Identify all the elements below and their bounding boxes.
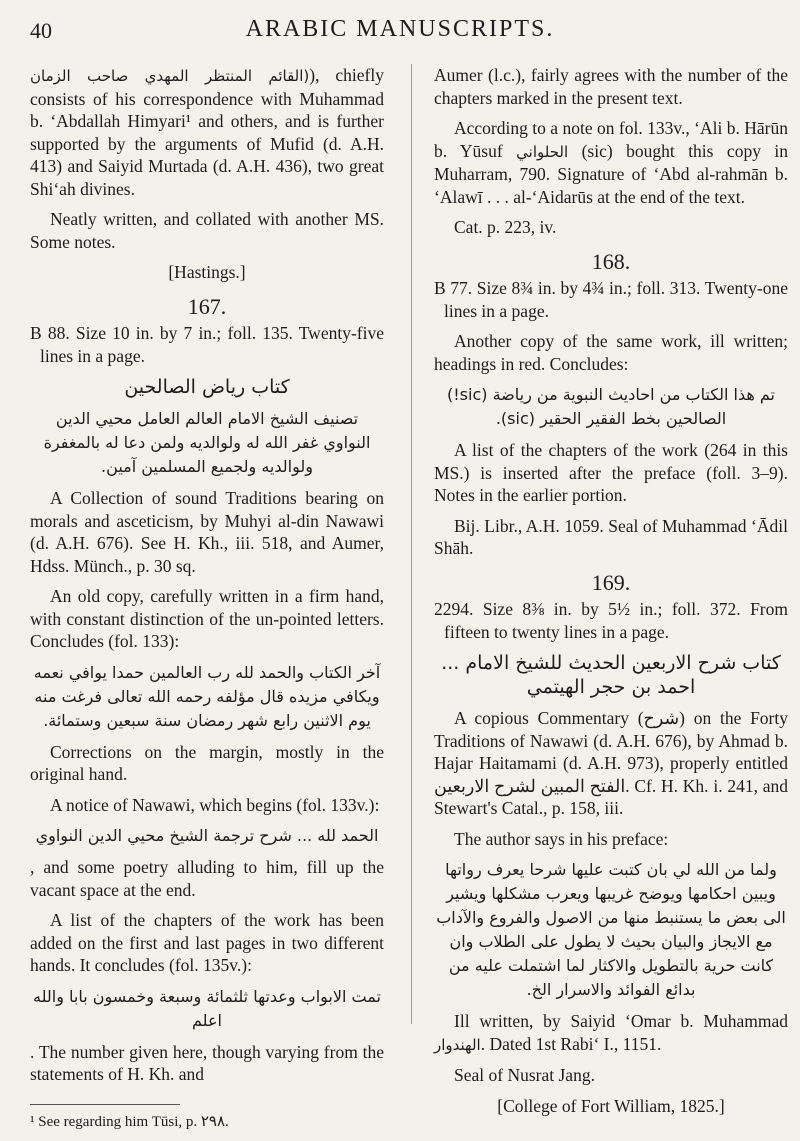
- entry-description: 2294. Size 8⅜ in. by 5½ in.; foll. 372. From fifteen to twenty lines in a page.: [434, 599, 788, 642]
- paragraph: [434, 1010, 788, 1056]
- arabic-text: تم هذا الكتاب من احاديث النبوية من رياضة (sic!) الصالحين بخط الفقير الحقير (sic).: [447, 385, 775, 428]
- right-column: [434, 64, 788, 1125]
- entry166-continuation: [30, 64, 384, 200]
- arabic-title: كتاب شرح الاربعين الحديث للشيخ الامام ... احمد بن حجر الهيتمي: [441, 652, 781, 698]
- paragraph: Neatly written, and collated with another MS. Some notes.: [30, 209, 384, 252]
- paragraph: A list of the chapters of the work (264 in this MS.) is inserted after the preface (foll. 3–9). Notes in the earlier portion.: [434, 440, 788, 505]
- footnote-rule: [30, 1104, 180, 1105]
- source-note: [Hastings.]: [168, 262, 246, 282]
- left-column: [30, 64, 384, 1141]
- paragraph: The author says in his preface:: [454, 828, 669, 849]
- arabic-text: ولما من الله لي بان كتبت عليها شرحا يعرف رواتها ويبين احكامها ويوضح غريبها ويعرب مشكلها ويشير الى بعض ما يستنبط منها من الاصول والفروع والآداب مع الايجاز والبيان بحيث لا يطول على الطلاب وان كانت حرية بالتطويل والاكثار لما اشتملت عليه من بدائع الفوائد والاسرار الخ.: [436, 860, 786, 999]
- arabic-text: آخر الكتاب والحمد لله رب العالمين حمدا يوافي نعمه ويكافي مزيده قال مؤلفه رحمه الله تعالى فرغت منه يوم الاثنين رابع شهر رمضان سنة سبعين وستمائة.: [33, 662, 381, 730]
- paragraph-text: . Dated 1st Rabi‘ I., 1151.: [480, 1033, 662, 1054]
- column-divider: [411, 64, 412, 1024]
- entry-description: B 77. Size 8¾ in. by 4¾ in.; foll. 313. Twenty-one lines in a page.: [434, 278, 788, 321]
- arabic-text: الحمد لله ... شرح ترجمة الشيخ محيي الدين النواوي: [35, 826, 379, 845]
- running-title: ARABIC MANUSCRIPTS.: [245, 16, 555, 42]
- page-number: 40: [30, 18, 52, 43]
- paragraph: , and some poetry alluding to him, fill up the vacant space at the end.: [30, 857, 384, 900]
- paragraph-text: ), chiefly consists of his correspondence with Muhammad b. ‘Abdallah Himyari¹ and others, and is further supported by the arguments of Mufid (d. A.H. 413) and Saiyid Murtada (d. A.H. 436), two great Shi‘ah divines.: [30, 65, 384, 199]
- paragraph-text: According to a note on fol. 133v., ‘Ali b. Hārūn b. Yūsuf: [434, 118, 788, 161]
- entry-number: 169.: [591, 569, 631, 595]
- paragraph: Another copy of the same work, ill written; headings in red. Concludes:: [434, 331, 788, 374]
- paragraph: A list of the chapters of the work has been added on the first and last pages in two different hands. It concludes (fol. 135v.):: [30, 910, 384, 975]
- paragraph: A notice of Nawawi, which begins (fol. 133v.):: [50, 794, 380, 815]
- arabic-text: تمت الابواب وعدتها ثلثمائة وسبعة وخمسون بابا والله اعلم: [33, 986, 381, 1030]
- arabic-title: كتاب رياض الصالحين: [124, 376, 290, 398]
- paragraph: Bij. Libr., A.H. 1059. Seal of Muhammad ‘Ādil Shāh.: [434, 515, 788, 558]
- arabic-inline: الهندوار: [434, 1035, 481, 1054]
- paragraph: A copious Commentary (شرح) on the Forty Traditions of Nawawi (d. A.H. 676), by Ahmad b. Hajar Haitamami (d. A.H. 973), properly entitled الفتح المبين لشرح الاربعين. Cf. H. Kh. i. 241, and Stewart's Catal., p. 158, iii.: [434, 708, 788, 818]
- catalogue-reference: Cat. p. 223, iv.: [454, 217, 557, 237]
- entry-description: B 88. Size 10 in. by 7 in.; foll. 135. Twenty-five lines in a page.: [30, 323, 384, 366]
- paragraph: An old copy, carefully written in a firm hand, with constant distinction of the un-pointed letters. Concludes (fol. 133):: [30, 586, 384, 651]
- page-header: [0, 14, 800, 54]
- paragraph-text: (sic) bought this copy in Muharram, 790. Signature of ‘Abd al-rahmān b. ‘Alawī . . . al-‘Aidarūs at the end of the text.: [434, 140, 789, 207]
- paragraph: A Collection of sound Traditions bearing on morals and asceticism, by Muhyi al-din Nawawi (d. A.H. 676). See H. Kh., iii. 518, and Aumer, Hdss. Münch., p. 30 sq.: [30, 488, 384, 576]
- arabic-text: تصنيف الشيخ الامام العالم العامل محيي الدين النواوي غفر الله له ولوالديه ولمن دعا له بالمغفرة ولوالديه ولجميع المسلمين آمين.: [43, 409, 371, 476]
- paragraph: Aumer (l.c.), fairly agrees with the number of the chapters marked in the present text.: [434, 65, 788, 108]
- paragraph: . The number given here, though varying from the statements of H. Kh. and: [30, 1041, 384, 1084]
- entry-number: 168.: [591, 248, 631, 274]
- arabic-inline: الحلواني: [516, 142, 569, 161]
- arabic-inline: (القائم المنتظر المهدي صاحب الزمان: [30, 67, 310, 85]
- paragraph: Corrections on the margin, mostly in the original hand.: [30, 741, 384, 784]
- footnote: ¹ See regarding him Tūsi, p. ٢٩٨.: [30, 1113, 229, 1130]
- paragraph: Seal of Nusrat Jang.: [454, 1065, 595, 1085]
- paragraph-text: Ill written, by Saiyid ‘Omar b. Muhammad: [454, 1011, 788, 1031]
- entry-number: 167.: [187, 293, 227, 319]
- source-note: [College of Fort William, 1825.]: [497, 1095, 725, 1116]
- paragraph: [434, 117, 788, 208]
